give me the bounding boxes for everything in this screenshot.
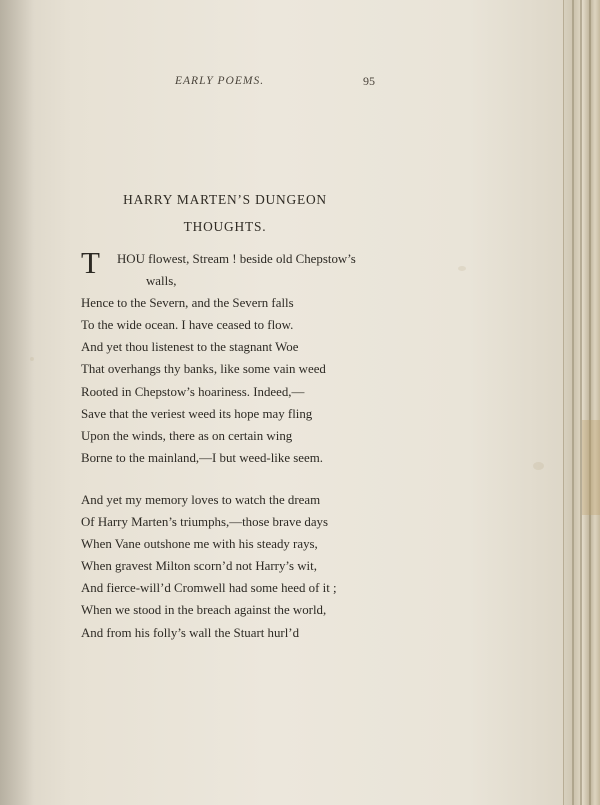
page-edges: [563, 0, 600, 805]
running-title: EARLY POEMS.: [175, 75, 265, 87]
gutter-shadow: [0, 0, 34, 805]
poem-line: To the wide ocean. I have ceased to flow.: [81, 318, 294, 333]
poem-title-line-1: HARRY MARTEN’S DUNGEON: [123, 192, 327, 207]
poem-line: And fierce-will’d Cromwell had some heed of it ;: [81, 581, 337, 596]
poem-line: That overhangs thy banks, like some vain weed: [81, 362, 326, 377]
page-edge-line: [572, 0, 574, 805]
poem-line-continuation: walls,: [146, 274, 177, 289]
page-number: 95: [363, 74, 375, 88]
paper-spot: [458, 266, 466, 271]
poem-line: Of Harry Marten’s triumphs,—those brave days: [81, 515, 329, 530]
poem-line: Save that the veriest weed its hope may fling: [81, 406, 313, 421]
poem-line: When we stood in the breach against the world,: [81, 603, 327, 618]
poem-line: Upon the winds, there as on certain wing: [81, 428, 293, 443]
page-edge-line: [580, 0, 582, 805]
poem-line: When Vane outshone me with his steady rays,: [81, 537, 318, 552]
poem-line: Borne to the mainland,—I but weed-like seem.: [81, 450, 323, 465]
page-edge-line: [589, 0, 591, 805]
drop-cap: T: [81, 245, 100, 280]
poem-line: HOU flowest, Stream ! beside old Chepstow’s: [117, 252, 356, 266]
poem-title: [104, 186, 346, 240]
paper-spot: [533, 462, 544, 470]
poem-body: [81, 245, 411, 644]
poem-line: And yet my memory loves to watch the dream: [81, 492, 321, 507]
poem-line: And from his folly’s wall the Stuart hurl’d: [81, 625, 300, 640]
poem-line: Rooted in Chepstow’s hoariness. Indeed,—: [81, 384, 305, 399]
poem-line: When gravest Milton scorn’d not Harry’s wit,: [81, 559, 317, 574]
stanza-break: [81, 469, 411, 489]
poem-title-line-2: THOUGHTS.: [183, 219, 267, 234]
poem-line: Hence to the Severn, and the Severn falls: [81, 296, 294, 311]
poem-first-line: [81, 245, 411, 280]
running-header: [175, 75, 375, 93]
poem-line: And yet thou listenest to the stagnant Woe: [81, 340, 299, 355]
paper-spot: [30, 357, 34, 361]
page-edge-stain: [582, 420, 600, 515]
